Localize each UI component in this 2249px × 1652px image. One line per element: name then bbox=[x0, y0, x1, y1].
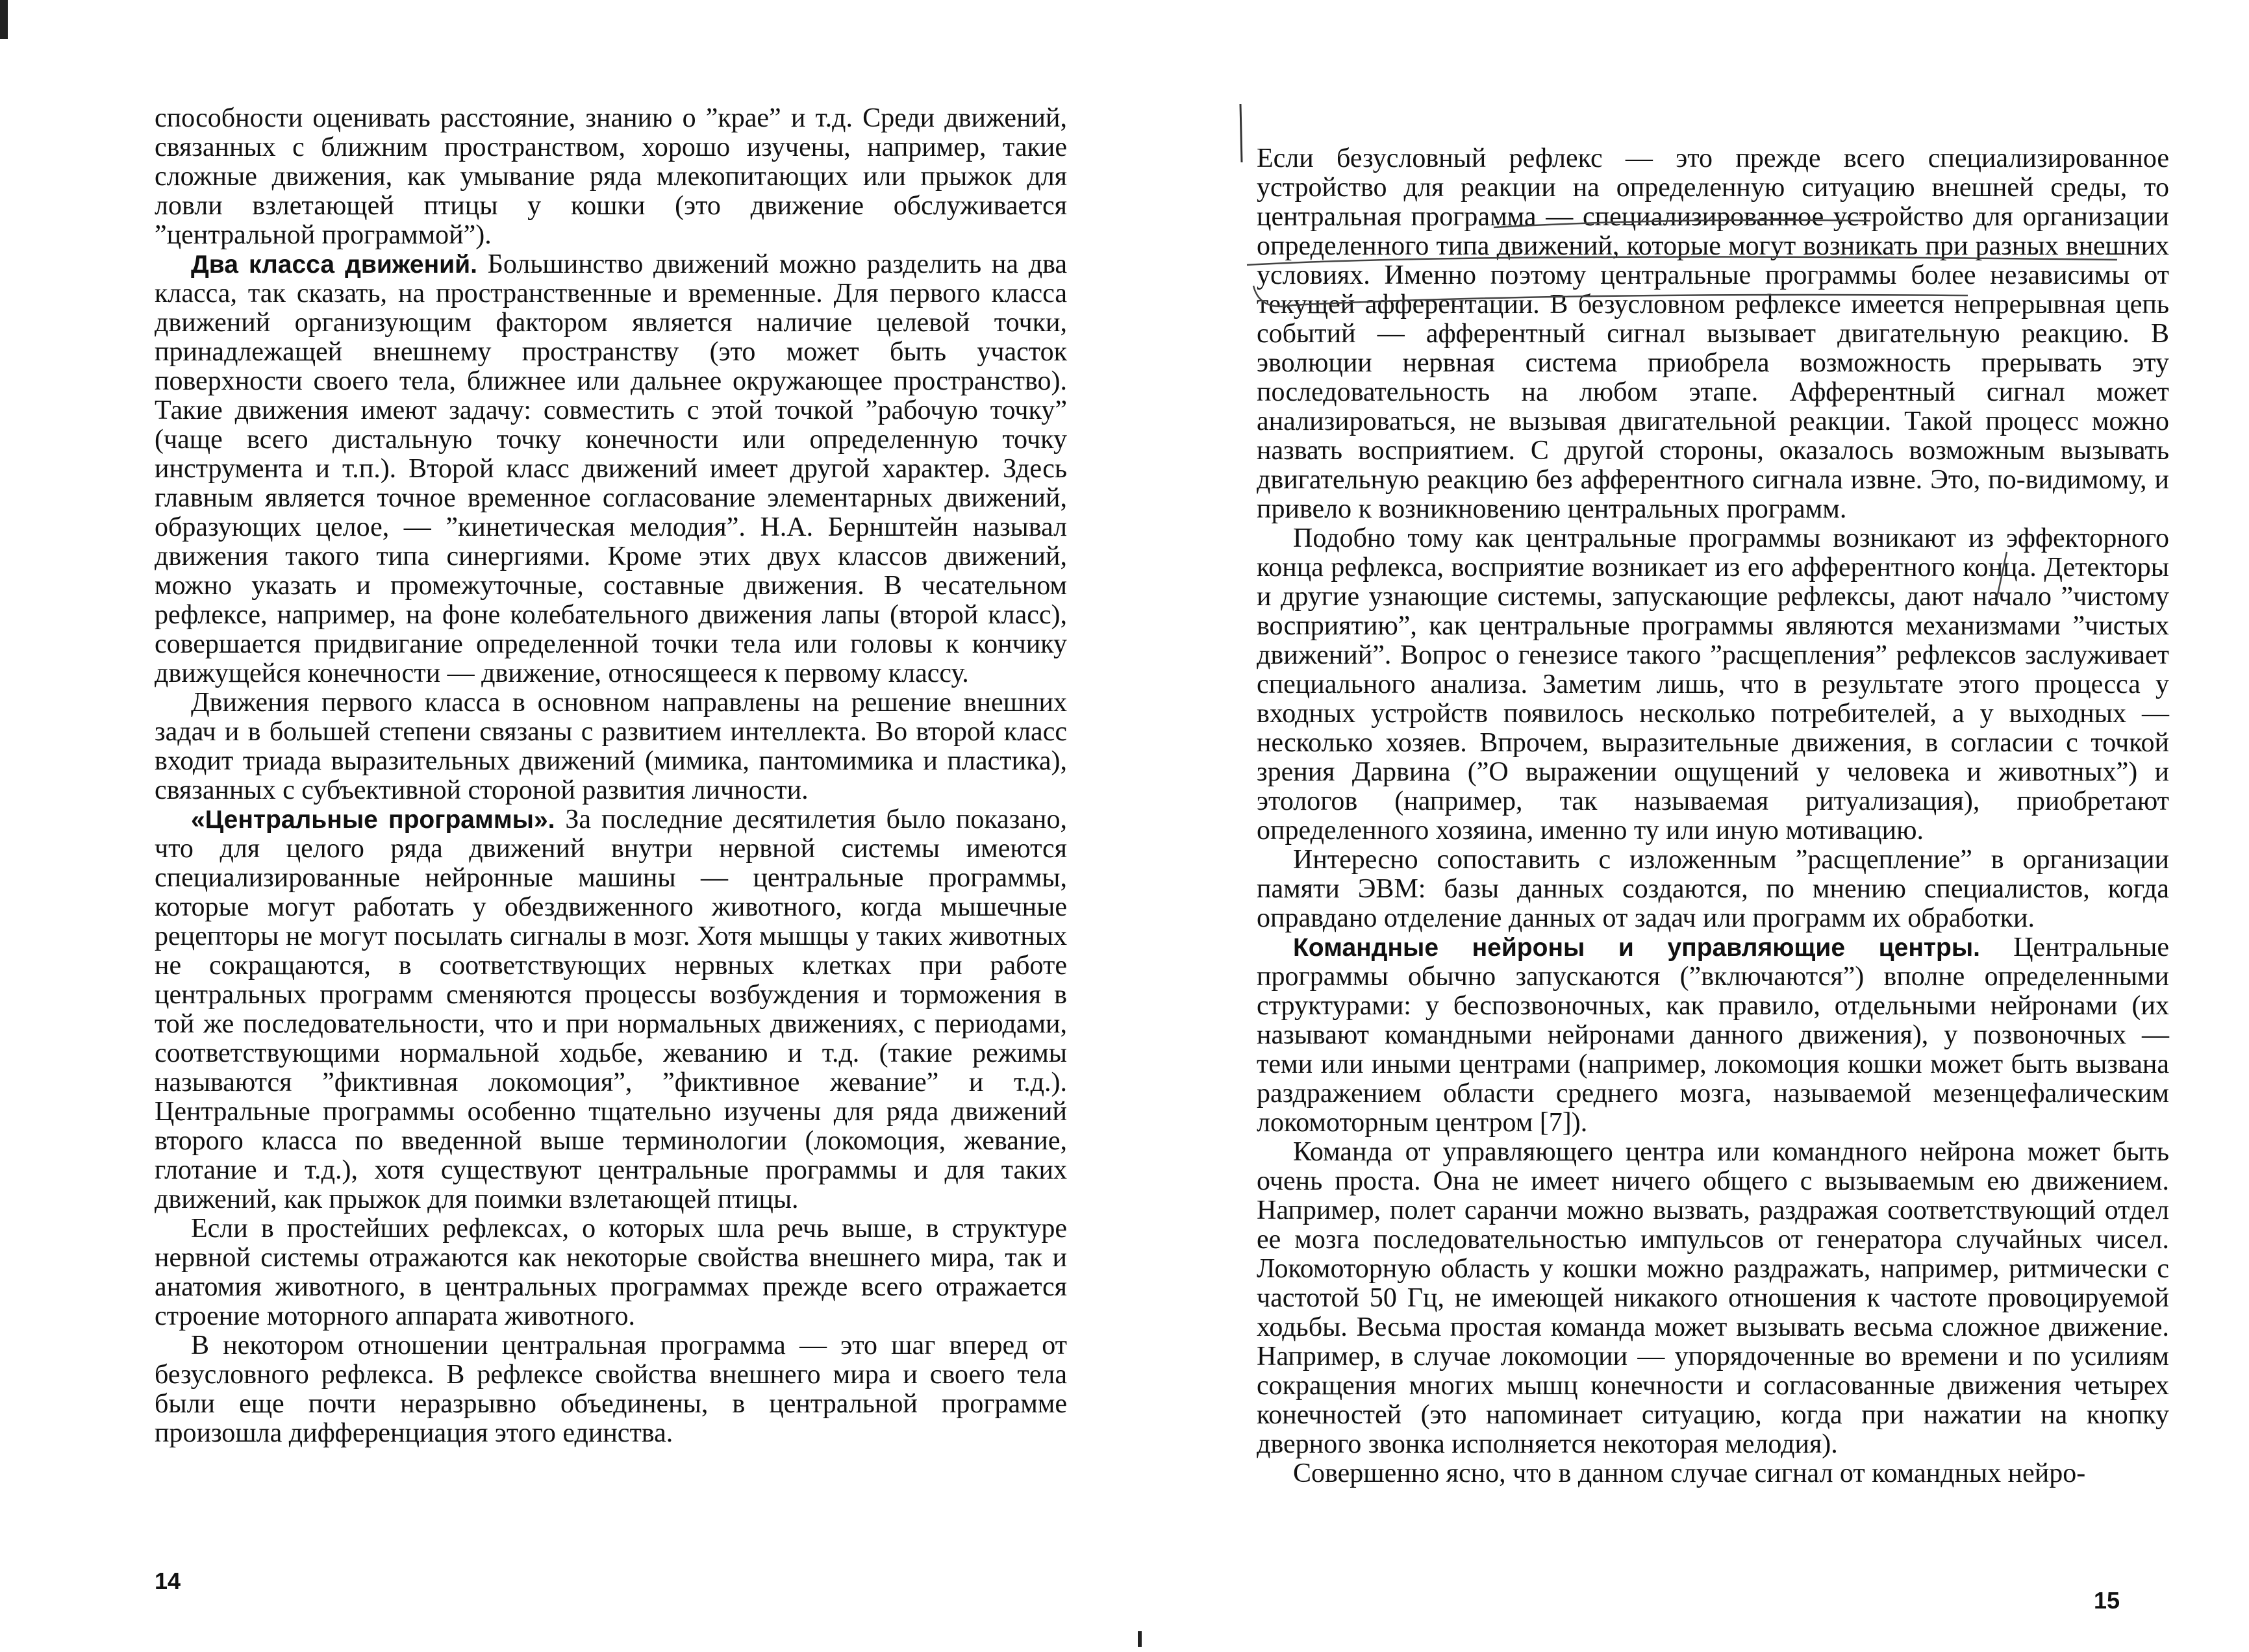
pencil-margin-line bbox=[1240, 104, 1242, 162]
right-paragraph-4: Командные нейроны и управляющие центры. Центральные программы обычно запускаются (”включаются”) вполне определенными структурами: у беспозвоночных, как правило, отдельными нейронами (их называют командными нейронами данного движения), у позвоночных — теми или иными центрами (например, локомоция кошки может быть вызвана раздражением области среднего мозга, называемой мезенцефалическим локомоторным центром [7]). bbox=[1257, 932, 2169, 1138]
left-paragraph-3: Движения первого класса в основном направлены на решение внешних задач и в большей степени связаны с развитием интеллекта. Во второй класс входит триада выразительных движений (мимика, пантомимика и пластика), связанных с субъективной стороной развития личности. bbox=[155, 688, 1067, 805]
section-heading-two-classes: Два класса движений. bbox=[191, 251, 477, 279]
right-paragraph-6: Совершенно ясно, что в данном случае сигнал от командных нейро- bbox=[1293, 1458, 2086, 1488]
right-paragraph-2: Подобно тому как центральные программы возникают из эффекторного конца рефлекса, восприятие возникает из его афферентного конца. Детекторы и другие узнающие системы, запускающие рефлексы, дают начало ”чистому восприятию”, как центральные программы являются механизмами ”чистых движений”. Вопрос о генезисе такого ”расщепления” рефлексов заслуживает специального анализа. Заметим лишь, что в результате этого процесса у входных устройств появилось несколько потребителей, а у выходных — несколько хозяев. Впрочем, выразительные движения, в согласии с точкой зрения Дарвина (”О выражении ощущений у человека и животных”) и этологов (например, так называемая ритуализация), приобретают определенного хозяина, именно ту или иную мотивацию. bbox=[1257, 523, 2169, 845]
gutter-mark bbox=[1138, 1631, 1142, 1647]
left-paragraph-1: способности оценивать расстояние, знанию о ”крае” и т.д. Среди движений, связанных с ближним пространством, хорошо изучены, например, такие сложные движения, как умывание ряда млекопитающих или прыжок для ловли взлетающей птицы у кошки (это движение обслуживается ”центральной программой”). bbox=[155, 103, 1067, 250]
right-page bbox=[1257, 144, 2169, 1488]
left-page bbox=[155, 104, 1067, 1448]
right-paragraph-3: Интересно сопоставить с изложенным ”расщепление” в организации памяти ЭВМ: базы данных создаются, по мнению специалистов, когда оправдано отделение данных от задач или программ их обработки. bbox=[1257, 845, 2169, 933]
right-paragraph-1: Если безусловный рефлекс — это прежде всего специализированное устройство для реакции на определенную ситуацию внешней среды, то центральная программа — специализированное устройство для организации определенного типа движений, которые могут возникать при разных внешних условиях. Именно поэтому центральные программы более независимы от текущей афферентации. В безусловном рефлексе имеется непрерывная цепь событий — афферентный сигнал вызывает двигательную реакцию. В эволюции нервная система приобрела возможность прерывать эту последовательность на любом этапе. Афферентный сигнал может анализироваться, не вызывая двигательной реакции. Такой процесс можно назвать восприятием. С другой стороны, оказалось возможным вызывать двигательную реакцию без афферентного сигнала извне. Это, по-видимому, и привело к возникновению центральных программ. bbox=[1257, 144, 2169, 524]
left-paragraph-4: «Центральные программы». За последние десятилетия было показано, что для целого ряда движений внутри нервной системы имеются специализированные нейронные машины — центральные программы, которые могут работать у обездвиженного животного, когда мышечные рецепторы не могут посылать сигналы в мозг. Хотя мышцы у таких животных не сокращаются, в соответствующих нервных клетках при работе центральных программ сменяются процессы возбуждения и торможения в той же последовательности, что и при нормальных движениях, с периодами, соответствующими нормальной ходьбе, жеванию и т.д. (такие режимы называются ”фиктивная локомоция”, ”фиктивное жевание” и т.д.). Центральные программы особенно тщательно изучены для ряда движений второго класса по введенной выше терминологии (локомоция, жевание, глотание и т.д.), хотя существуют центральные программы и для таких движений, как прыжок для поимки взлетающей птицы. bbox=[155, 805, 1067, 1214]
left-page-number: 14 bbox=[155, 1568, 181, 1594]
section-heading-command-neurons: Командные нейроны и управляющие центры. bbox=[1293, 934, 1980, 962]
section-heading-central-programs: «Центральные программы». bbox=[191, 806, 555, 834]
left-paragraph-5: Если в простейших рефлексах, о которых шла речь выше, в структуре нервной системы отражаются как некоторые свойства внешнего мира, так и анатомия животного, в центральных программах прежде всего отражается строение моторного аппарата животного. bbox=[155, 1214, 1067, 1331]
left-paragraph-6: В некотором отношении центральная программа — это шаг вперед от безусловного рефлекса. В рефлексе свойства внешнего мира и своего тела были еще почти неразрывно объединены, в центральной программе произошла дифференциация этого единства. bbox=[155, 1331, 1067, 1448]
page-edge-mark bbox=[0, 0, 8, 39]
right-paragraph-5: Команда от управляющего центра или командного нейрона может быть очень проста. Она не имеет ничего общего с вызываемым ею движением. Например, полет саранчи можно вызвать, раздражая соответствующий отдел ее мозга последовательностью импульсов от генератора случайных чисел. Локомоторную область у кошки можно раздражать, например, ритмически с частотой 50 Гц, не имеющей никакого отношения к частоте провоцируемой ходьбы. Весьма простая команда может вызывать весьма сложное движение. Например, в случае локомоции — упорядоченные во времени и по усилиям сокращения многих мышц конечности и согласованные движения четырех конечностей (это напоминает ситуацию, когда при нажатии на кнопку дверного звонка исполняется некоторая мелодия). bbox=[1257, 1137, 2169, 1459]
left-paragraph-2: Два класса движений. Большинство движений можно разделить на два класса, так сказать, на пространственные и временные. Для первого класса движений организующим фактором является наличие целевой точки, принадлежащей внешнему пространству (это может быть участок поверхности своего тела, ближнее или дальнее окружающее пространство). Такие движения имеют задачу: совместить с этой точкой ”рабочую точку” (чаще всего дистальную точку конечности или определенную точку инструмента и т.п.). Второй класс движений имеет другой характер. Здесь главным является точное временное согласование элементарных движений, образующих целое, — ”кинетическая мелодия”. Н.А. Бернштейн называл движения такого типа синергиями. Кроме этих двух классов движений, можно указать и промежуточные, составные движения. В чесательном рефлексе, например, на фоне колебательного движения лапы (второй класс), совершается придвигание определенной точки тела или головы к кончику движущейся конечности — движение, относящееся к первому классу. bbox=[155, 249, 1067, 688]
right-page-number: 15 bbox=[2094, 1587, 2120, 1614]
